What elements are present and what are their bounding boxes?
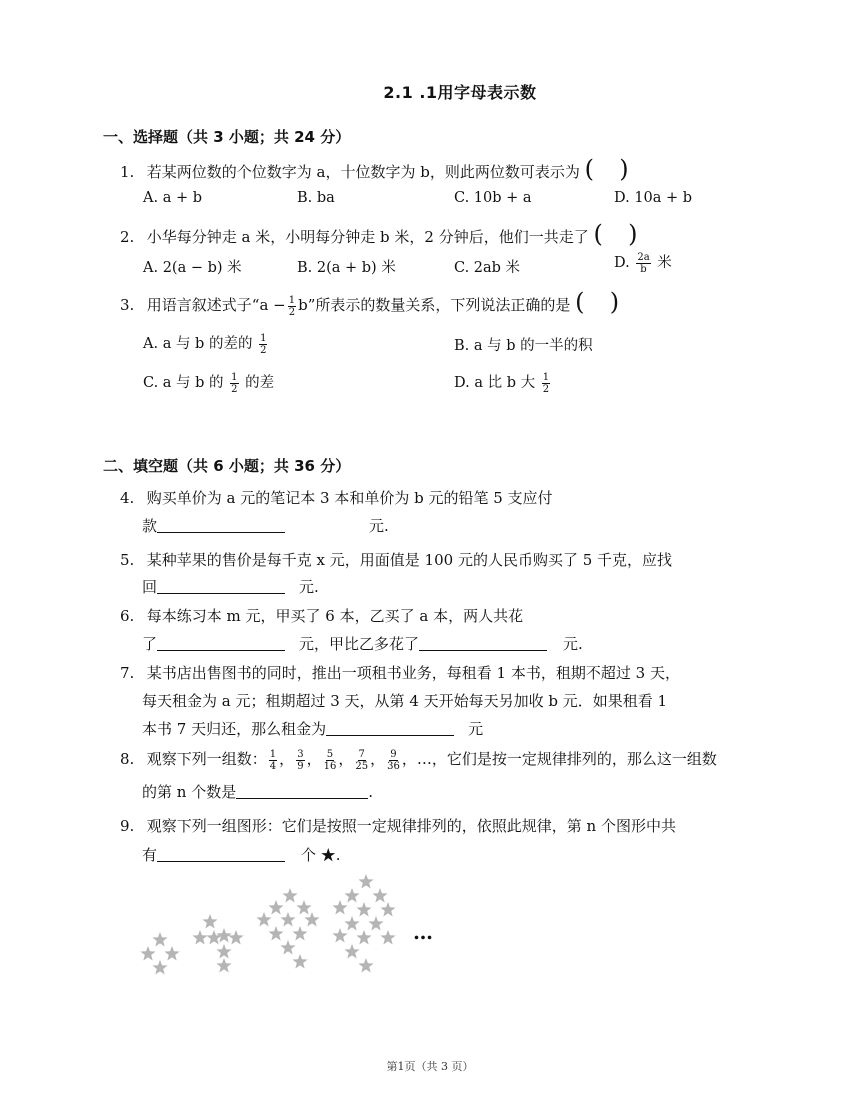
question-7-line-2: 每天租金为 a 元；租期超过 3 天，从第 4 天开始每天另加收 b 元．如果租看 1 — [142, 692, 668, 710]
question-7 — [120, 662, 680, 683]
star-icon — [216, 944, 231, 958]
numerator: 9 — [390, 748, 397, 760]
option-c-text-pre: C. a 与 b 的 — [143, 375, 224, 391]
numerator: 1 — [269, 748, 277, 760]
star-icon — [206, 930, 221, 944]
star-icon — [202, 914, 217, 928]
star-icon — [292, 954, 307, 968]
question-8-line-2 — [142, 781, 373, 802]
star-icon — [216, 958, 231, 972]
star-icon — [356, 902, 371, 916]
numerator: 1 — [231, 371, 238, 383]
question-4-line-2 — [142, 515, 389, 536]
option-a: A. a + b — [143, 190, 202, 206]
fraction — [636, 252, 650, 275]
option-b: B. a 与 b 的一半的积 — [454, 338, 593, 354]
question-7-line-3 — [142, 718, 483, 739]
question-text: 某种苹果的售价是每千克 x 元，用面值是 100 元的人民币购买了 5 千克，应找 — [146, 551, 673, 569]
option-d — [454, 371, 552, 395]
text: 本书 7 天归还，那么租金为 — [142, 720, 327, 738]
numerator: 1 — [288, 294, 296, 306]
text: 回 — [142, 578, 158, 596]
numerator: 7 — [358, 748, 365, 760]
text: 元. — [299, 578, 319, 596]
text: 了 — [142, 635, 158, 653]
question-text: 小华每分钟走 a 米，小明每分钟走 b 米，2 分钟后，他们一共走了 — [146, 228, 589, 246]
option-c — [143, 371, 274, 395]
denominator: 16 — [323, 760, 337, 772]
text: 的第 n 个数是 — [142, 783, 237, 801]
question-text: 若某两位数的个位数字为 a，十位数字为 b，则此两位数可表示为 — [146, 163, 580, 181]
fraction — [324, 749, 337, 772]
question-number: 8. — [120, 750, 135, 768]
fraction — [269, 749, 277, 772]
fraction — [387, 749, 400, 772]
option-b: B. 2(a + b) 米 — [297, 260, 396, 276]
numerator: 1 — [542, 371, 550, 383]
question-number: 5. — [120, 551, 135, 569]
question-number: 4. — [120, 489, 135, 507]
star-pattern-figure — [140, 874, 450, 984]
question-number: 3. — [120, 296, 135, 314]
star-icon — [192, 930, 207, 944]
star-icon — [332, 928, 347, 942]
question-number: 6. — [120, 607, 135, 625]
star-icon — [282, 888, 297, 902]
denominator: 2 — [542, 383, 550, 395]
question-6-line-2 — [142, 633, 583, 654]
denominator: 2 — [231, 383, 238, 395]
star-icon — [228, 930, 243, 944]
page-title: 2.1 .1用字母表示数 — [383, 83, 537, 102]
star-icon — [268, 900, 283, 914]
denominator: 2 — [288, 306, 296, 318]
section-heading-fill: 二、填空题（共 6 小题；共 36 分） — [103, 457, 351, 475]
separator: ， — [338, 750, 354, 768]
question-number: 2. — [120, 228, 135, 246]
star-icon — [256, 912, 271, 926]
star-pattern-svg — [140, 874, 450, 984]
option-c-text-post: 的差 — [245, 375, 275, 391]
fraction-sequence — [267, 748, 402, 772]
question-text-pre: 用语言叙述式子“a − — [146, 296, 286, 314]
question-5-line-2 — [142, 576, 319, 597]
question-text: 每本练习本 m 元，甲买了 6 本，乙买了 a 本，两人共花 — [146, 607, 524, 625]
page-footer: 第1页（共 3 页） — [386, 1060, 474, 1073]
text: 个 ★. — [301, 846, 341, 864]
numerator: 5 — [326, 748, 334, 760]
option-c: C. 2ab 米 — [454, 260, 521, 276]
star-icon — [152, 932, 167, 946]
question-number: 1. — [120, 163, 135, 181]
text: 元 — [468, 720, 484, 738]
separator: ， — [279, 750, 295, 768]
denominator: 2 — [260, 344, 267, 356]
text: . — [368, 783, 373, 801]
question-1 — [120, 161, 629, 182]
star-icon — [140, 946, 155, 960]
numerator: 2a — [637, 251, 650, 263]
option-b: B. ba — [297, 190, 335, 206]
fraction — [259, 333, 267, 356]
fraction — [230, 372, 238, 395]
option-d-text: D. a 比 b 大 — [454, 375, 536, 391]
star-icon — [304, 912, 319, 926]
star-icon — [292, 926, 307, 940]
star-icon — [280, 912, 295, 926]
star-icon — [344, 944, 359, 958]
answer-blank — [419, 636, 547, 651]
answer-blank — [326, 721, 454, 736]
option-d-label: D. — [614, 255, 630, 271]
option-a — [143, 332, 269, 356]
numerator: 1 — [260, 332, 267, 344]
question-4 — [120, 487, 553, 508]
fraction — [542, 372, 550, 395]
answer-blank — [236, 784, 368, 799]
text: 元，甲比乙多花了 — [299, 635, 420, 653]
star-icon — [216, 928, 231, 942]
star-icon — [368, 916, 383, 930]
section-heading-choice: 一、选择题（共 3 小题；共 24 分） — [103, 128, 351, 146]
numerator: 3 — [297, 748, 304, 760]
star-icon — [358, 874, 373, 888]
option-a: A. 2(a − b) 米 — [143, 260, 242, 276]
star-icon — [296, 900, 311, 914]
question-number: 7. — [120, 664, 135, 682]
question-6 — [120, 605, 523, 626]
denominator: b — [640, 263, 647, 275]
denominator: 25 — [355, 760, 369, 772]
question-text-post: ，…，它们是按一定规律排列的，那么这一组数 — [401, 750, 717, 768]
question-text: 观察下列一组图形：它们是按照一定规律排列的，依照此规律，第 n 个图形中共 — [146, 817, 676, 835]
answer-blank — [157, 847, 285, 862]
star-icon — [164, 946, 179, 960]
star-icon — [356, 930, 371, 944]
answer-parentheses — [585, 161, 629, 181]
question-5 — [120, 549, 672, 570]
star-icon — [268, 926, 283, 940]
separator: ， — [370, 750, 386, 768]
answer-blank — [157, 636, 285, 651]
figure-ellipsis: … — [413, 920, 433, 944]
fraction — [355, 749, 368, 772]
answer-parentheses — [594, 226, 638, 246]
answer-blank — [157, 518, 285, 533]
star-icon — [332, 900, 347, 914]
denominator: 36 — [387, 760, 400, 772]
star-icon — [280, 940, 295, 954]
separator: ， — [306, 750, 322, 768]
fraction — [296, 749, 304, 772]
star-icon — [380, 930, 395, 944]
option-c: C. 10b + a — [454, 190, 532, 206]
option-d — [614, 251, 672, 275]
star-icon — [152, 960, 167, 974]
question-text-pre: 观察下列一组数： — [146, 750, 267, 768]
question-9-line-2 — [142, 844, 341, 865]
text: 款 — [142, 517, 158, 535]
answer-blank — [157, 579, 285, 594]
denominator: 9 — [297, 760, 304, 772]
option-a-text: A. a 与 b 的差的 — [143, 336, 253, 352]
star-icon — [344, 888, 359, 902]
answer-parentheses — [575, 294, 619, 314]
text: 元. — [369, 517, 389, 535]
option-d-unit: 米 — [657, 255, 672, 271]
star-icon — [358, 958, 373, 972]
question-2 — [120, 226, 638, 247]
fraction — [288, 295, 296, 318]
question-text-post: b”所表示的数量关系，下列说法正确的是 — [298, 296, 571, 314]
denominator: 4 — [269, 760, 277, 772]
question-8 — [120, 748, 717, 772]
text: 有 — [142, 846, 158, 864]
text: 元. — [563, 635, 583, 653]
question-9 — [120, 815, 676, 836]
question-text: 购买单价为 a 元的笔记本 3 本和单价为 b 元的铅笔 5 支应付 — [146, 489, 553, 507]
question-3 — [120, 294, 619, 318]
star-icon — [372, 888, 387, 902]
question-text: 某书店出售图书的同时，推出一项租书业务，每租看 1 本书，租期不超过 3 天， — [146, 664, 680, 682]
star-icon — [380, 902, 395, 916]
question-number: 9. — [120, 817, 135, 835]
star-icon — [344, 916, 359, 930]
option-d: D. 10a + b — [614, 190, 693, 206]
